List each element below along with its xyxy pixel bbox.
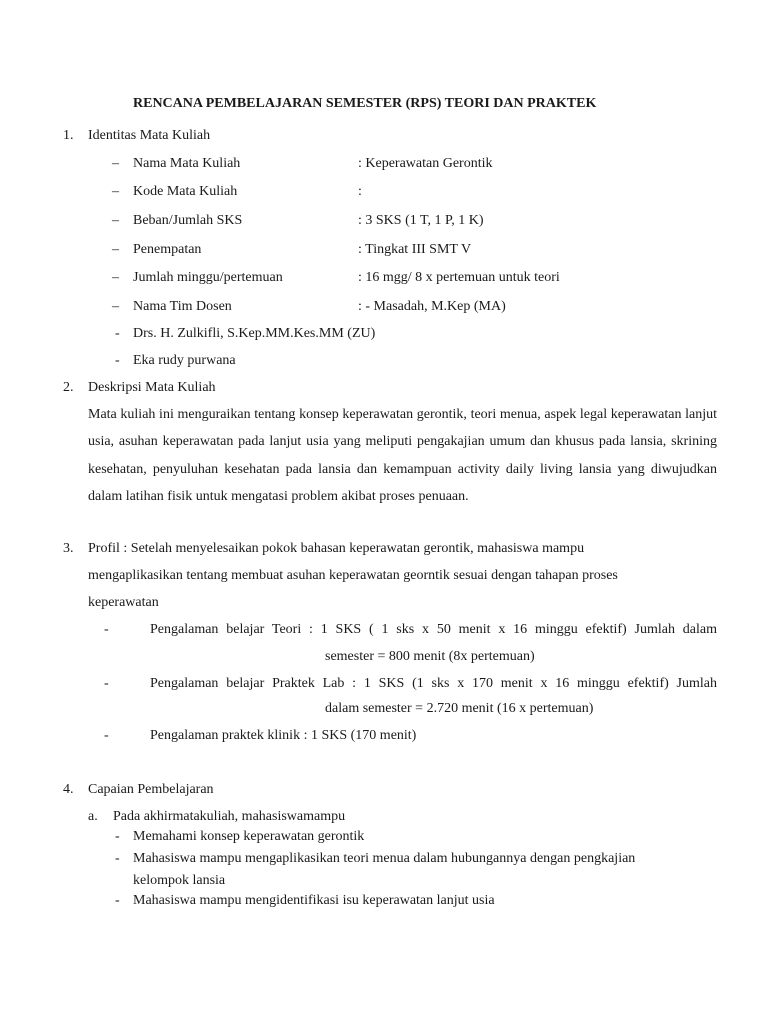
learning-experience-clinic: Pengalaman praktek klinik : 1 SKS (170 menit)	[150, 728, 417, 743]
list-dash: –	[112, 299, 119, 314]
identity-value: : - Masadah, M.Kep (MA)	[358, 299, 506, 314]
list-dash: –	[112, 184, 119, 199]
section-4-heading: Capaian Pembelajaran	[88, 782, 214, 797]
identity-label: Nama Mata Kuliah	[133, 156, 241, 171]
lecturer-name: Eka rudy purwana	[133, 353, 236, 368]
profile-line: keperawatan	[88, 595, 159, 610]
identity-value: : 3 SKS (1 T, 1 P, 1 K)	[358, 213, 484, 228]
identity-label: Beban/Jumlah SKS	[133, 213, 243, 228]
list-hyphen: -	[104, 728, 109, 743]
identity-value: : Keperawatan Gerontik	[358, 156, 493, 171]
outcome-item: Mahasiswa mampu mengidentifikasi isu keperawatan lanjut usia	[133, 893, 495, 908]
list-hyphen: -	[115, 326, 120, 341]
section-1-number: 1.	[63, 128, 74, 143]
lecturer-name: Drs. H. Zulkifli, S.Kep.MM.Kes.MM (ZU)	[133, 326, 376, 341]
outcome-item: Mahasiswa mampu mengaplikasikan teori menua dalam hubungannya dengan pengkajian	[133, 851, 636, 866]
learning-experience-lab-cont: dalam semester = 2.720 menit (16 x pertemuan)	[325, 701, 594, 716]
profile-line: Profil : Setelah menyelesaikan pokok bahasan keperawatan gerontik, mahasiswa mampu	[88, 541, 585, 556]
list-hyphen: -	[115, 851, 120, 866]
identity-value: : Tingkat III SMT V	[358, 242, 472, 257]
section-2-number: 2.	[63, 380, 74, 395]
section-1-heading: Identitas Mata Kuliah	[88, 128, 211, 143]
identity-value: :	[358, 184, 362, 199]
list-hyphen: -	[104, 676, 109, 691]
page-title: RENCANA PEMBELAJARAN SEMESTER (RPS) TEORI DAN PRAKTEK	[133, 96, 597, 111]
identity-label: Jumlah minggu/pertemuan	[133, 270, 283, 285]
sub-heading: Pada akhirmatakuliah, mahasiswamampu	[113, 809, 346, 824]
sub-letter: a.	[88, 809, 98, 824]
list-hyphen: -	[115, 353, 120, 368]
identity-value: : 16 mgg/ 8 x pertemuan untuk teori	[358, 270, 560, 285]
section-4-number: 4.	[63, 782, 74, 797]
list-hyphen: -	[115, 893, 120, 908]
list-dash: –	[112, 270, 119, 285]
identity-label: Penempatan	[133, 242, 202, 257]
learning-experience-lab: Pengalaman belajar Praktek Lab : 1 SKS (1 sks x 170 menit x 16 minggu efektif) Jumlah	[150, 676, 717, 691]
learning-experience-theory-cont: semester = 800 menit (8x pertemuan)	[325, 649, 535, 664]
course-description: Mata kuliah ini menguraikan tentang konsep keperawatan gerontik, teori menua, aspek legal keperawatan lanjut usia, asuhan keperawatan pada lanjut usia yang meliputi pengakajian umum dan khusus pada lansia, skrining kesehatan, penyuluhan kesehatan pada lansia dan kemampuan activity daily living lansia yang diwujudkan dalam latihan fisik untuk mengatasi problem akibat proses penuaan.	[88, 407, 717, 504]
learning-experience-theory: Pengalaman belajar Teori : 1 SKS ( 1 sks x 50 menit x 16 minggu efektif) Jumlah dalam	[150, 622, 717, 637]
list-hyphen: -	[104, 622, 109, 637]
list-dash: –	[112, 213, 119, 228]
list-dash: –	[112, 156, 119, 171]
profile-line: mengaplikasikan tentang membuat asuhan keperawatan georntik sesuai dengan tahapan proses	[88, 568, 618, 583]
identity-label: Nama Tim Dosen	[133, 299, 232, 314]
section-3-number: 3.	[63, 541, 74, 556]
list-dash: –	[112, 242, 119, 257]
list-hyphen: -	[115, 829, 120, 844]
outcome-item-cont: kelompok lansia	[133, 873, 226, 888]
outcome-item: Memahami konsep keperawatan gerontik	[133, 829, 365, 844]
identity-label: Kode Mata Kuliah	[133, 184, 238, 199]
section-2-heading: Deskripsi Mata Kuliah	[88, 380, 216, 395]
